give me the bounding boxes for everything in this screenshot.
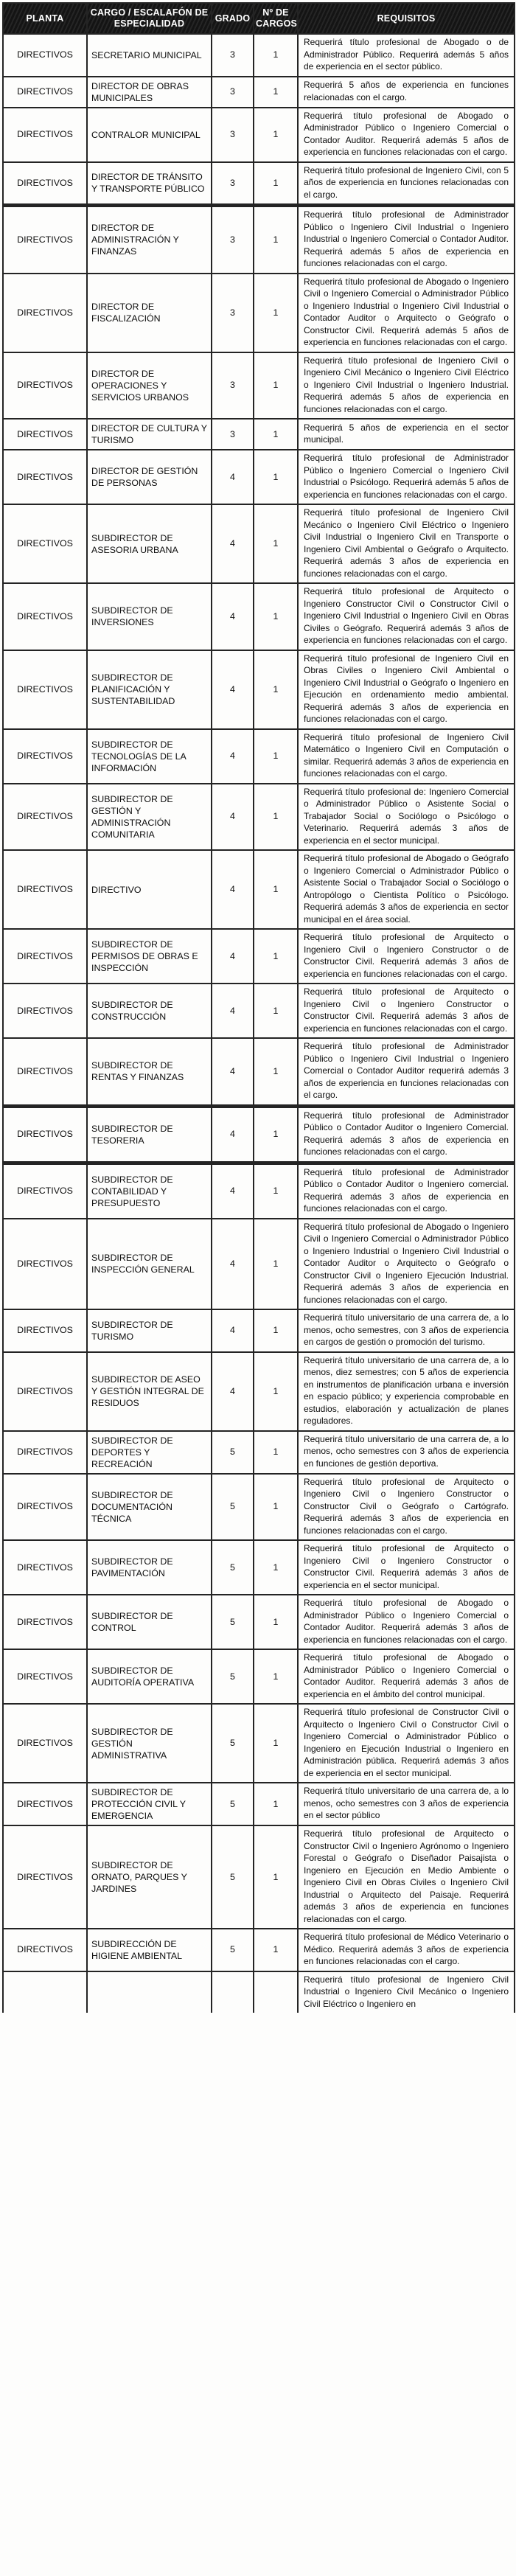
- cell-numero-cargos: 1: [254, 650, 298, 729]
- table-row: [3, 1595, 515, 1649]
- cell-numero-cargos: 1: [254, 850, 298, 929]
- table-row: [3, 1783, 515, 1825]
- cell-cargo: SUBDIRECTOR DE ORNATO, PARQUES Y JARDINES: [87, 1825, 212, 1929]
- cell-cargo: SUBDIRECTOR DE CONTABILIDAD Y PRESUPUESTO: [87, 1163, 212, 1219]
- cell-grado: 3: [212, 34, 254, 77]
- cell-planta: DIRECTIVOS: [3, 1038, 87, 1106]
- cell-requisitos: Requerirá título profesional de Administrador Público o Contador Auditor o Ingeniero Comercial. Requerirá además 3 años de experiencia en funciones relacionadas con el cargo.: [298, 1106, 515, 1163]
- table-row: [3, 850, 515, 929]
- cell-grado: 3: [212, 108, 254, 162]
- cell-numero-cargos: 1: [254, 583, 298, 650]
- cell-cargo: SUBDIRECTOR DE TESORERIA: [87, 1106, 212, 1163]
- cell-cargo: DIRECTOR DE GESTIÓN DE PERSONAS: [87, 450, 212, 504]
- cell-requisitos: Requerirá título profesional de Abogado o Administrador Público o Ingeniero Comercial o Contador Auditor. Requerirá además 3 años de experiencia en funciones relacionadas con el cargo.: [298, 1595, 515, 1649]
- cell-planta: DIRECTIVOS: [3, 583, 87, 650]
- cell-grado: 4: [212, 1352, 254, 1431]
- cell-planta: DIRECTIVOS: [3, 1219, 87, 1310]
- cell-grado: 4: [212, 1106, 254, 1163]
- cell-numero-cargos: 1: [254, 450, 298, 504]
- cell-numero-cargos: 1: [254, 1309, 298, 1352]
- table-row: [3, 650, 515, 729]
- cell-grado: 3: [212, 274, 254, 352]
- cell-cargo: SUBDIRECTOR DE AUDITORÍA OPERATIVA: [87, 1649, 212, 1704]
- cell-numero-cargos: 1: [254, 419, 298, 450]
- cell-requisitos: Requerirá título profesional de Arquitecto o Ingeniero Civil o Ingeniero Constructor o de Constructor Civil. Requerirá además 3 años de experiencia en funciones relacionadas con el cargo.: [298, 929, 515, 984]
- table-row: [3, 1704, 515, 1783]
- cell-requisitos: Requerirá título profesional de Ingeniero Civil Matemático o Ingeniero Civil en Computación o similar. Requerirá además 3 años de experiencia en funciones relacionadas con el cargo.: [298, 729, 515, 784]
- cell-planta: DIRECTIVOS: [3, 504, 87, 583]
- cell-planta: DIRECTIVOS: [3, 1431, 87, 1474]
- table-row: [3, 784, 515, 851]
- cell-planta: DIRECTIVOS: [3, 784, 87, 851]
- cell-requisitos: Requerirá título profesional de Arquitecto o Ingeniero Constructor Civil o Constructor Civil o Ingeniero Civil Industrial o Ingeniero Civil en Obras Civiles o Geógrafo. Requerirá además 3 años de experiencia en funciones relacionadas con el cargo.: [298, 583, 515, 650]
- cell-numero-cargos: 1: [254, 34, 298, 77]
- cell-cargo: SUBDIRECTOR DE INSPECCIÓN GENERAL: [87, 1219, 212, 1310]
- cell-planta: DIRECTIVOS: [3, 108, 87, 162]
- cell-requisitos: Requerirá título profesional de Arquitecto o Constructor Civil o Ingeniero Agrónomo o Ingeniero Forestal o Geógrafo o Diseñador Paisajista o Ingeniero en Ejecución en Medio Ambiente o Ingeniero Civil en Obras Civiles o Ingeniero Civil Industrial o Arquitecto del Paisaje. Requerirá además 3 años de experiencia en funciones relacionadas con el cargo.: [298, 1825, 515, 1929]
- cell-requisitos: Requerirá título profesional de Ingeniero Civil o Ingeniero Civil Mecánico o Ingeniero Civil Eléctrico o Ingeniero Civil Industrial o Ingeniero Industrial. Requerirá además 5 años de experiencia en funciones relacionadas con el cargo.: [298, 352, 515, 420]
- cell-planta: DIRECTIVOS: [3, 274, 87, 352]
- cell-requisitos: Requerirá título profesional de Abogado o Administrador Público o Ingeniero Comercial o Contador Auditor. Requerirá además 5 años de experiencia en funciones relacionadas con el cargo.: [298, 108, 515, 162]
- cell-planta: DIRECTIVOS: [3, 77, 87, 108]
- cell-planta: DIRECTIVOS: [3, 1825, 87, 1929]
- cell-cargo: SUBDIRECTOR DE RENTAS Y FINANZAS: [87, 1038, 212, 1106]
- cell-planta: DIRECTIVOS: [3, 206, 87, 274]
- cell-requisitos: Requerirá título profesional de Administrador Público o Contador Auditor o Ingeniero comercial. Requerirá además 3 años de experiencia en funciones relacionadas con el cargo.: [298, 1163, 515, 1219]
- table-body: [3, 34, 515, 2013]
- cell-requisitos: Requerirá título profesional de Constructor Civil o Arquitecto o Ingeniero Civil o Constructor Civil o Ingeniero Comercial o Administrador Público o Ingeniero en Ejecución Industrial o Ingeniero en Administración pública. Requerirá además 3 años de experiencia en el sector municipal.: [298, 1704, 515, 1783]
- header-grado: GRADO: [212, 3, 254, 34]
- cell-grado: 5: [212, 1540, 254, 1595]
- cell-grado: 4: [212, 1038, 254, 1106]
- cell-planta: DIRECTIVOS: [3, 1649, 87, 1704]
- cell-cargo: SECRETARIO MUNICIPAL: [87, 34, 212, 77]
- cell-planta: DIRECTIVOS: [3, 450, 87, 504]
- cell-grado: 3: [212, 419, 254, 450]
- cell-requisitos: Requerirá título profesional de Ingeniero Civil, con 5 años de experiencia en funciones relacionadas con el cargo.: [298, 162, 515, 206]
- cell-requisitos: Requerirá título profesional de: Ingeniero Comercial o Administrador Público o Asistente Social o Trabajador Social o Sociólogo o Psicólogo o Veterinario. Requerirá además 3 años de experiencia en el sector municipal.: [298, 784, 515, 851]
- cell-planta: [3, 1971, 87, 2013]
- cell-grado: 3: [212, 352, 254, 420]
- header-requisitos: REQUISITOS: [298, 3, 515, 34]
- cell-requisitos: Requerirá título profesional de Abogado o Ingeniero Civil o Ingeniero Comercial o Administrador Público o Ingeniero Industrial o Ingeniero Civil Industrial o Contador Auditor o Arquitecto o Geógrafo o Constructor Civil o Ingeniero Ejecución Industrial. Requerirá además 3 años de experiencia en funciones relacionadas con el cargo.: [298, 1219, 515, 1310]
- table-row: [3, 1038, 515, 1106]
- cell-requisitos: Requerirá título profesional de Administrador Público o Ingeniero Comercial o Ingeniero Civil Industrial o Psicólogo. Requerirá además 5 años de experiencia en funciones relacionadas con el cargo.: [298, 450, 515, 504]
- cell-planta: DIRECTIVOS: [3, 162, 87, 206]
- cell-cargo: SUBDIRECTOR DE GESTIÓN Y ADMINISTRACIÓN COMUNITARIA: [87, 784, 212, 851]
- cell-numero-cargos: 1: [254, 1825, 298, 1929]
- table-row: [3, 929, 515, 984]
- cell-grado: 4: [212, 984, 254, 1038]
- cell-requisitos: Requerirá título profesional de Arquitecto o Ingeniero Civil o Ingeniero Constructor o Constructor Civil. Requerirá además 3 años de experiencia en el sector municipal.: [298, 1540, 515, 1595]
- table-row: [3, 1825, 515, 1929]
- cell-grado: 3: [212, 77, 254, 108]
- header-cargo-escalafon: CARGO / ESCALAFÓN DE ESPECIALIDAD: [87, 3, 212, 34]
- cell-cargo: SUBDIRECTOR DE CONTROL: [87, 1595, 212, 1649]
- table-row: [3, 1971, 515, 2013]
- cell-planta: DIRECTIVOS: [3, 352, 87, 420]
- cell-cargo: DIRECTOR DE ADMINISTRACIÓN Y FINANZAS: [87, 206, 212, 274]
- cell-cargo: DIRECTOR DE TRÁNSITO Y TRANSPORTE PÚBLICO: [87, 162, 212, 206]
- header-numero-cargos: Nº DE CARGOS: [254, 3, 298, 34]
- cell-grado: 4: [212, 729, 254, 784]
- cell-requisitos: Requerirá título universitario de una carrera de, a lo menos, diez semestres; con 5 años de experiencia en instrumentos de planificación urbana e inversión en espacio público; y experiencia comprobable en estudios, elaboración y actualización de planes reguladores.: [298, 1352, 515, 1431]
- table-row: [3, 77, 515, 108]
- cell-planta: DIRECTIVOS: [3, 1540, 87, 1595]
- cell-numero-cargos: 1: [254, 1431, 298, 1474]
- cell-planta: DIRECTIVOS: [3, 929, 87, 984]
- cell-cargo: SUBDIRECTOR DE PAVIMENTACIÓN: [87, 1540, 212, 1595]
- cell-cargo: SUBDIRECTOR DE INVERSIONES: [87, 583, 212, 650]
- table-row: [3, 34, 515, 77]
- cell-grado: 3: [212, 162, 254, 206]
- positions-table: [2, 2, 515, 2013]
- table-row: [3, 450, 515, 504]
- cell-numero-cargos: [254, 1971, 298, 2013]
- cell-numero-cargos: 1: [254, 504, 298, 583]
- cell-grado: 5: [212, 1595, 254, 1649]
- cell-grado: 5: [212, 1431, 254, 1474]
- cell-cargo: CONTRALOR MUNICIPAL: [87, 108, 212, 162]
- cell-planta: DIRECTIVOS: [3, 850, 87, 929]
- cell-grado: 5: [212, 1783, 254, 1825]
- table-row: [3, 206, 515, 274]
- cell-cargo: DIRECTOR DE FISCALIZACIÓN: [87, 274, 212, 352]
- cell-requisitos: Requerirá 5 años de experiencia en funciones relacionadas con el cargo.: [298, 77, 515, 108]
- cell-numero-cargos: 1: [254, 274, 298, 352]
- cell-grado: 4: [212, 1163, 254, 1219]
- cell-numero-cargos: 1: [254, 1540, 298, 1595]
- cell-planta: DIRECTIVOS: [3, 729, 87, 784]
- cell-grado: [212, 1971, 254, 2013]
- table-row: [3, 1219, 515, 1310]
- cell-requisitos: Requerirá título profesional de Ingeniero Civil Mecánico o Ingeniero Civil Eléctrico o Ingeniero Civil Industrial o Ingeniero Civil en Transporte o Ingeniero Civil Ambiental o Geógrafo o Arquitecto. Requerirá además 3 años de experiencia en funciones relacionadas con el cargo.: [298, 504, 515, 583]
- cell-cargo: SUBDIRECTOR DE DEPORTES Y RECREACIÓN: [87, 1431, 212, 1474]
- cell-planta: DIRECTIVOS: [3, 1704, 87, 1783]
- cell-planta: DIRECTIVOS: [3, 1309, 87, 1352]
- cell-numero-cargos: 1: [254, 352, 298, 420]
- table-row: [3, 1540, 515, 1595]
- cell-requisitos: Requerirá título profesional de Abogado o Ingeniero Civil o Ingeniero Comercial o Administrador Público o Ingeniero Industrial o Ingeniero Civil Industrial o Contador Auditor o Arquitecto o Geógrafo o Constructor Civil. Requerirá además 5 años de experiencia en funciones relacionadas con el cargo.: [298, 274, 515, 352]
- cell-requisitos: Requerirá título universitario de una carrera de, a lo menos, ocho semestres con 3 años de experiencia en funciones de gestión deportiva.: [298, 1431, 515, 1474]
- cell-grado: 4: [212, 1309, 254, 1352]
- cell-numero-cargos: 1: [254, 1704, 298, 1783]
- table-row: [3, 1352, 515, 1431]
- cell-numero-cargos: 1: [254, 1219, 298, 1310]
- cell-grado: 4: [212, 1219, 254, 1310]
- table-row: [3, 1163, 515, 1219]
- cell-planta: DIRECTIVOS: [3, 1595, 87, 1649]
- cell-requisitos: Requerirá título profesional de Ingeniero Civil Industrial o Ingeniero Civil Mecánico o Ingeniero Civil Eléctrico o Ingeniero en: [298, 1971, 515, 2013]
- cell-requisitos: Requerirá título universitario de una carrera de, a lo menos, ocho semestres, con 3 años de experiencia en cargos de gestión o promoción del turismo.: [298, 1309, 515, 1352]
- cell-cargo: DIRECTOR DE OPERACIONES Y SERVICIOS URBANOS: [87, 352, 212, 420]
- cell-planta: DIRECTIVOS: [3, 34, 87, 77]
- cell-grado: 5: [212, 1929, 254, 1971]
- table-row: [3, 984, 515, 1038]
- cell-planta: DIRECTIVOS: [3, 1352, 87, 1431]
- cell-cargo: DIRECTOR DE OBRAS MUNICIPALES: [87, 77, 212, 108]
- cell-planta: DIRECTIVOS: [3, 1106, 87, 1163]
- cell-cargo: SUBDIRECTOR DE ASEO Y GESTIÓN INTEGRAL DE RESIDUOS: [87, 1352, 212, 1431]
- cell-planta: DIRECTIVOS: [3, 650, 87, 729]
- cell-numero-cargos: 1: [254, 1106, 298, 1163]
- cell-grado: 5: [212, 1649, 254, 1704]
- cell-numero-cargos: 1: [254, 162, 298, 206]
- table-row: [3, 108, 515, 162]
- table-row: [3, 1649, 515, 1704]
- cell-numero-cargos: 1: [254, 784, 298, 851]
- cell-cargo: SUBDIRECTOR DE DOCUMENTACIÓN TÉCNICA: [87, 1474, 212, 1541]
- cell-grado: 4: [212, 650, 254, 729]
- table-header-row: [3, 3, 515, 34]
- cell-numero-cargos: 1: [254, 1474, 298, 1541]
- cell-cargo: SUBDIRECTOR DE PERMISOS DE OBRAS E INSPECCIÓN: [87, 929, 212, 984]
- cell-requisitos: Requerirá título universitario de una carrera de, a lo menos, ocho semestres con 3 años de experiencia en el sector público: [298, 1783, 515, 1825]
- table-row: [3, 1474, 515, 1541]
- cell-grado: 5: [212, 1704, 254, 1783]
- cell-cargo: DIRECTIVO: [87, 850, 212, 929]
- cell-planta: DIRECTIVOS: [3, 984, 87, 1038]
- cell-planta: DIRECTIVOS: [3, 419, 87, 450]
- cell-numero-cargos: 1: [254, 206, 298, 274]
- cell-requisitos: Requerirá título profesional de Administrador Público o Ingeniero Civil Industrial o Ingeniero Industrial o Ingeniero Comercial o Contador Auditor. Requerirá además 5 años de experiencia en funciones relacionadas con el cargo.: [298, 206, 515, 274]
- cell-requisitos: Requerirá título profesional de Médico Veterinario o Médico. Requerirá además 3 años de experiencia en funciones relacionadas con el cargo.: [298, 1929, 515, 1971]
- cell-numero-cargos: 1: [254, 929, 298, 984]
- cell-grado: 4: [212, 450, 254, 504]
- cell-cargo: SUBDIRECTOR DE ASESORIA URBANA: [87, 504, 212, 583]
- cell-cargo: SUBDIRECTOR DE GESTIÓN ADMINISTRATIVA: [87, 1704, 212, 1783]
- cell-grado: 4: [212, 929, 254, 984]
- table-row: [3, 352, 515, 420]
- table-row: [3, 1929, 515, 1971]
- cell-grado: 4: [212, 504, 254, 583]
- cell-cargo: [87, 1971, 212, 2013]
- cell-requisitos: Requerirá título profesional de Abogado o Administrador Público o Ingeniero Comercial o Contador Auditor. Requerirá además 3 años de experiencia en el ámbito del control municipal.: [298, 1649, 515, 1704]
- cell-numero-cargos: 1: [254, 984, 298, 1038]
- cell-planta: DIRECTIVOS: [3, 1163, 87, 1219]
- cell-requisitos: Requerirá título profesional de Abogado o de Administrador Público. Requerirá además 5 años de experiencia en el sector público.: [298, 34, 515, 77]
- cell-cargo: SUBDIRECTOR DE TECNOLOGÍAS DE LA INFORMACIÓN: [87, 729, 212, 784]
- cell-numero-cargos: 1: [254, 77, 298, 108]
- table-row: [3, 1106, 515, 1163]
- cell-numero-cargos: 1: [254, 1649, 298, 1704]
- header-planta: PLANTA: [3, 3, 87, 34]
- cell-planta: DIRECTIVOS: [3, 1929, 87, 1971]
- cell-cargo: SUBDIRECTOR DE PLANIFICACIÓN Y SUSTENTABILIDAD: [87, 650, 212, 729]
- cell-grado: 3: [212, 206, 254, 274]
- cell-grado: 4: [212, 850, 254, 929]
- cell-requisitos: Requerirá 5 años de experiencia en el sector municipal.: [298, 419, 515, 450]
- cell-numero-cargos: 1: [254, 1352, 298, 1431]
- table-row: [3, 1431, 515, 1474]
- cell-planta: DIRECTIVOS: [3, 1474, 87, 1541]
- cell-cargo: DIRECTOR DE CULTURA Y TURISMO: [87, 419, 212, 450]
- cell-numero-cargos: 1: [254, 108, 298, 162]
- cell-cargo: SUBDIRECTOR DE TURISMO: [87, 1309, 212, 1352]
- cell-requisitos: Requerirá título profesional de Arquitecto o Ingeniero Civil o Ingeniero Constructor o Constructor Civil o Geógrafo o Cartógrafo. Requerirá además 3 años de experiencia en funciones relacionadas con el cargo.: [298, 1474, 515, 1541]
- table-row: [3, 729, 515, 784]
- table-row: [3, 162, 515, 206]
- cell-numero-cargos: 1: [254, 1038, 298, 1106]
- cell-requisitos: Requerirá título profesional de Ingeniero Civil en Obras Civiles o Ingeniero Civil Ambiental o Ingeniero Civil Industrial o Geógrafo o Ingeniero en Ejecución en ordenamiento medio ambiental. Requerirá además 3 años de experiencia en funciones relacionadas con el cargo.: [298, 650, 515, 729]
- table-row: [3, 419, 515, 450]
- cell-requisitos: Requerirá título profesional de Arquitecto o Ingeniero Civil o Ingeniero Constructor o Constructor Civil. Requerirá además 3 años de experiencia en funciones relacionadas con el cargo.: [298, 984, 515, 1038]
- cell-numero-cargos: 1: [254, 1929, 298, 1971]
- cell-grado: 5: [212, 1474, 254, 1541]
- cell-numero-cargos: 1: [254, 729, 298, 784]
- cell-cargo: SUBDIRECCIÓN DE HIGIENE AMBIENTAL: [87, 1929, 212, 1971]
- cell-numero-cargos: 1: [254, 1163, 298, 1219]
- table-row: [3, 583, 515, 650]
- cell-requisitos: Requerirá título profesional de Abogado o Geógrafo o Ingeniero Comercial o Administrador Público o Asistente Social o Trabajador Social o Sociólogo o Antropólogo o Cientista Político o Psicólogo. Requerirá además 3 años de experiencia en sector municipal en el área social.: [298, 850, 515, 929]
- table-row: [3, 274, 515, 352]
- cell-numero-cargos: 1: [254, 1783, 298, 1825]
- cell-cargo: SUBDIRECTOR DE PROTECCIÓN CIVIL Y EMERGENCIA: [87, 1783, 212, 1825]
- cell-planta: DIRECTIVOS: [3, 1783, 87, 1825]
- cell-cargo: SUBDIRECTOR DE CONSTRUCCIÓN: [87, 984, 212, 1038]
- cell-numero-cargos: 1: [254, 1595, 298, 1649]
- table-row: [3, 1309, 515, 1352]
- cell-grado: 4: [212, 784, 254, 851]
- cell-grado: 4: [212, 583, 254, 650]
- cell-grado: 5: [212, 1825, 254, 1929]
- table-row: [3, 504, 515, 583]
- cell-requisitos: Requerirá título profesional de Administrador Público o Ingeniero Civil Industrial o Ingeniero Comercial o Contador Auditor requerirá además 3 años de experiencia en funciones relacionadas con el cargo.: [298, 1038, 515, 1106]
